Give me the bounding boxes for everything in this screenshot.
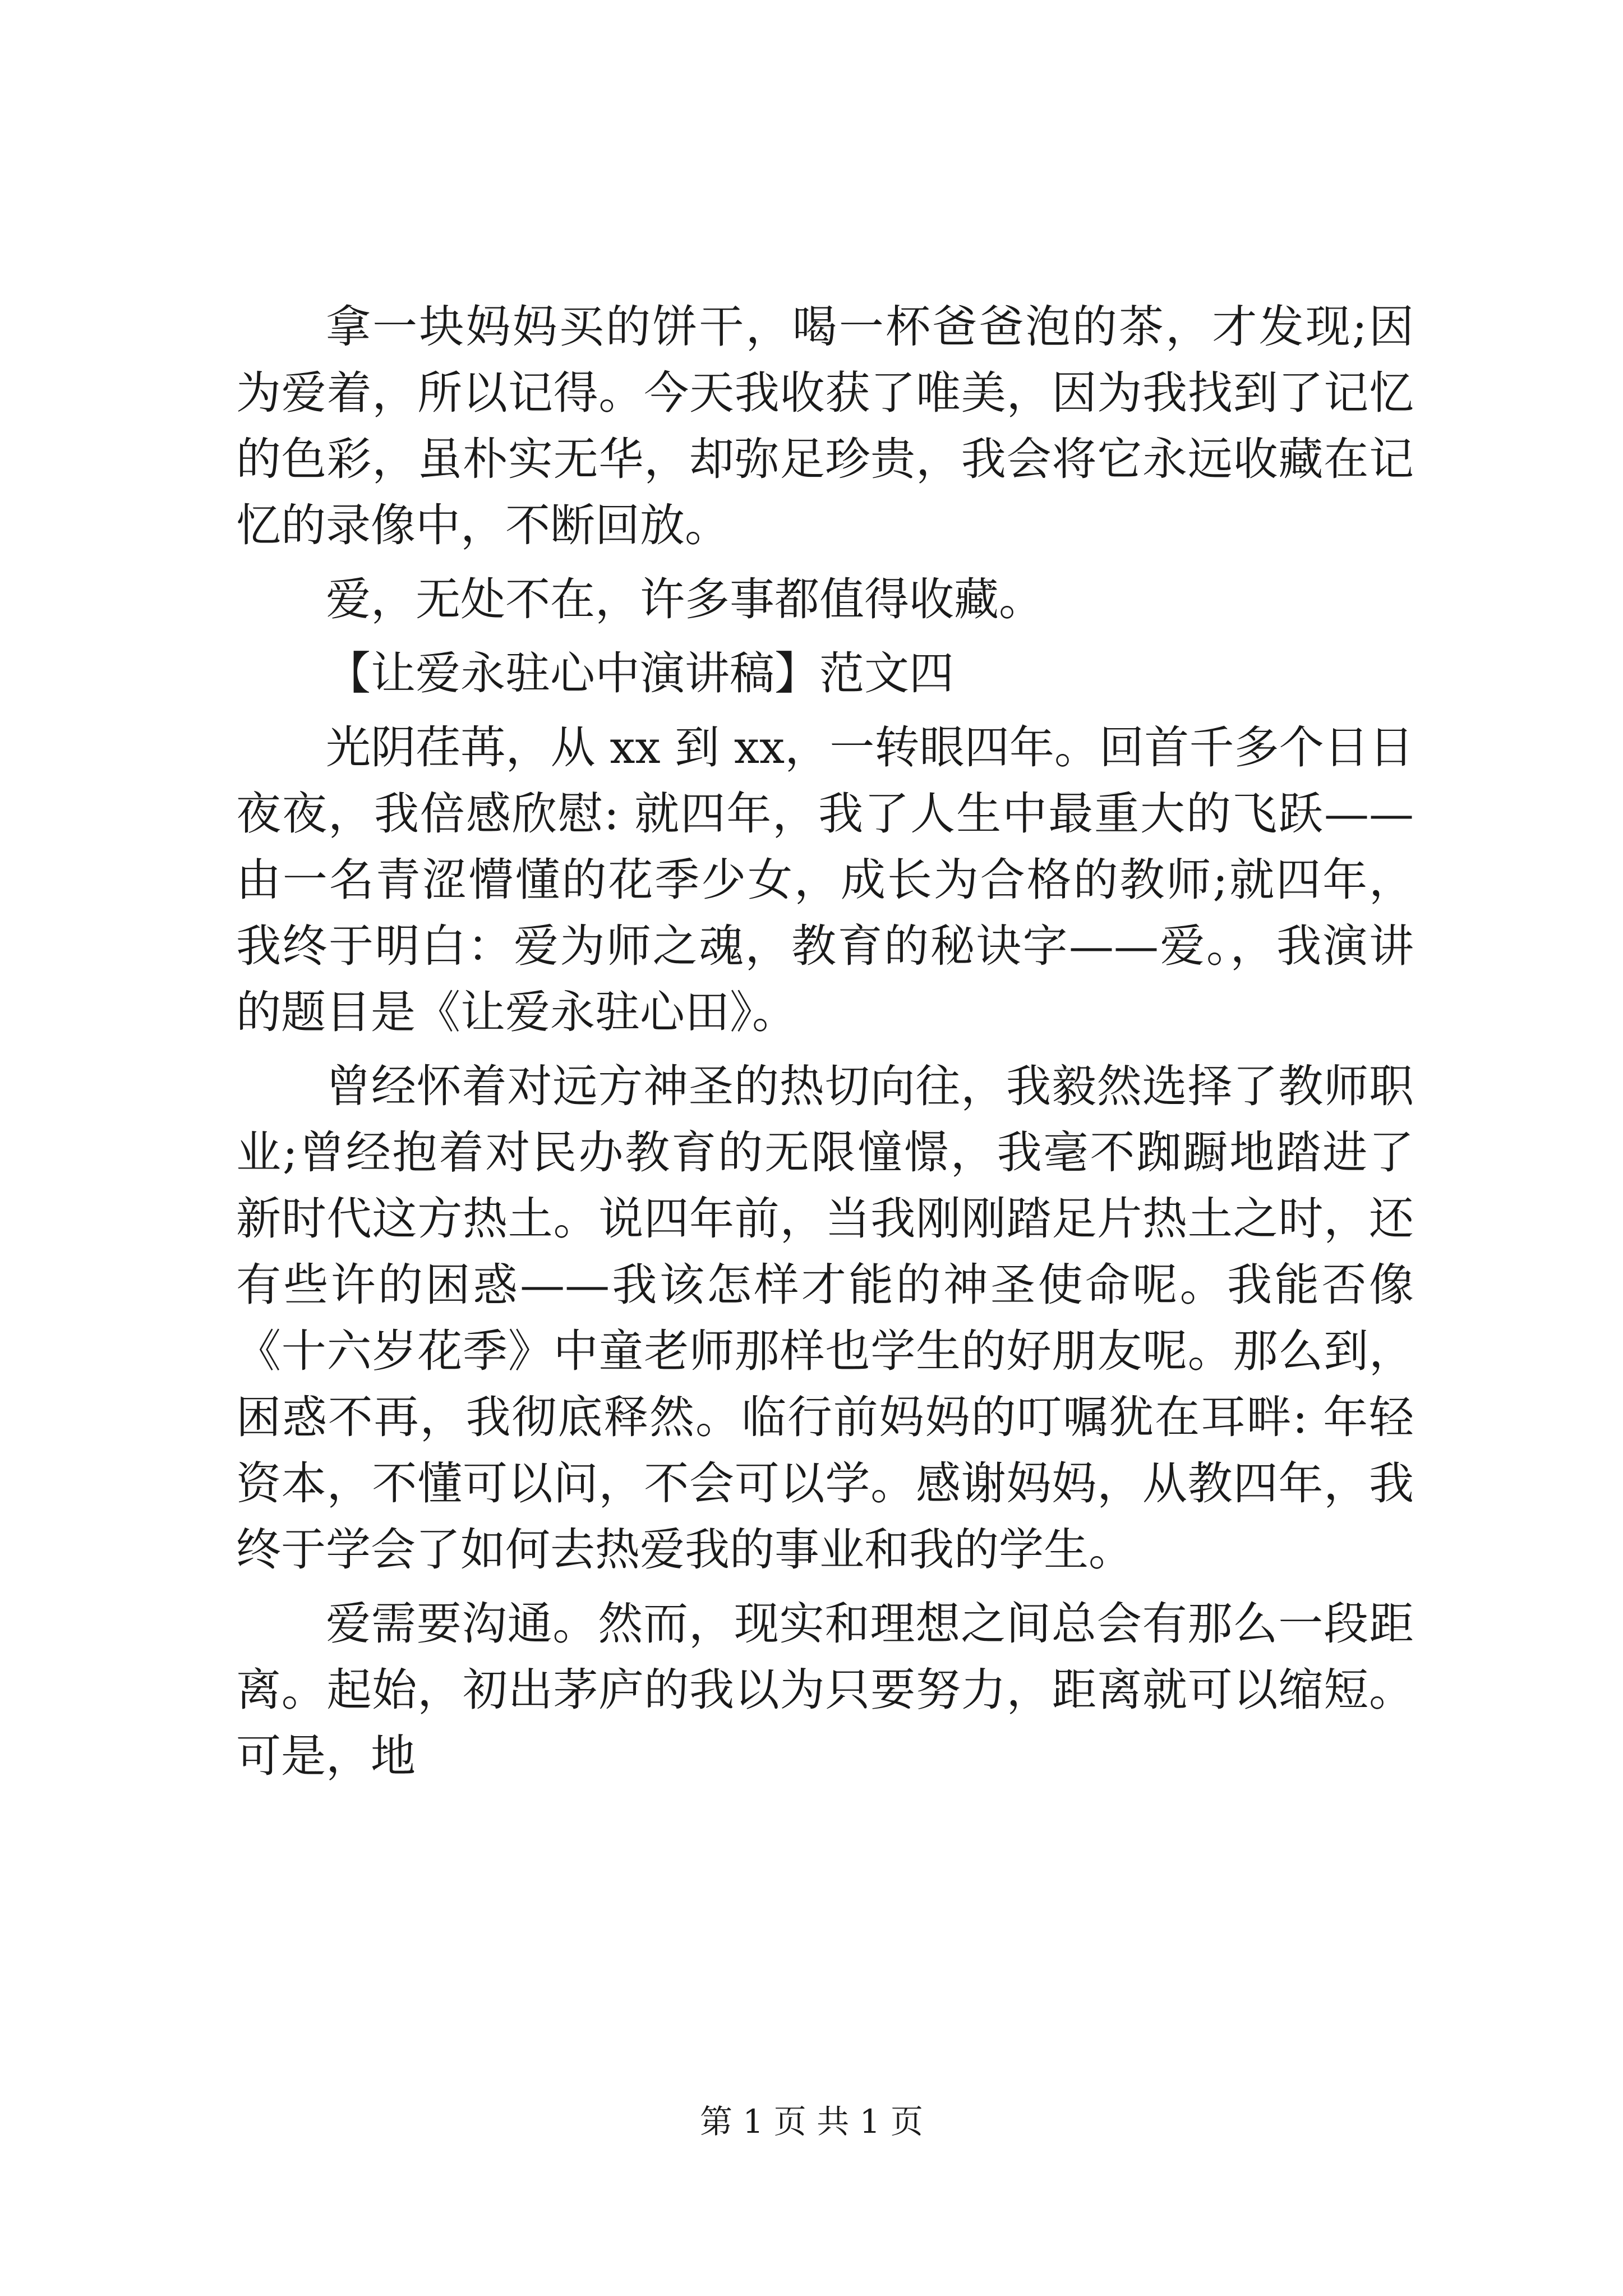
paragraph-3: 光阴荏苒，从 xx 到 xx，一转眼四年。回首千多个日日夜夜，我倍感欣慰: 就四年，我了人生中最重大的飞跃——由一名青涩懵懂的花季少女，成长为合格的教师;就四年，我终于明白：爱为师之魂，教育的秘诀字——爱。，我演讲的题目是《让爱永驻心田》。 [236,721,1414,1038]
paragraph-1: 拿一块妈妈买的饼干，喝一杯爸爸泡的茶，才发现;因为爱着，所以记得。今天我收获了唯美，因为我找到了记忆的色彩，虽朴实无华，却弥足珍贵，我会将它永远收藏在记忆的录像中，不断回放。 [236,301,1414,551]
page-footer: 第 1 页 共 1 页 [700,2102,923,2141]
paragraph-4: 曾经怀着对远方神圣的热切向往，我毅然选择了教师职业;曾经抱着对民办教育的无限憧憬，我毫不踟蹰地踏进了新时代这方热土。说四年前，当我刚刚踏足片热土之时，还有些许的困惑——我该怎样才能的神圣使命呢。我能否像《十六岁花季》中童老师那样也学生的好朋友呢。那么到，困惑不再，我彻底释然。临行前妈妈的叮嘱犹在耳畔: 年轻资本，不懂可以问，不会可以学。感谢妈妈，从教四年，我终于学会了如何去热爱我的事业和我的学生。 [236,1060,1414,1576]
paragraph-5: 爱需要沟通。然而，现实和理想之间总会有那么一段距离。起始，初出茅庐的我以为只要努力，距离就可以缩短。可是，地 [236,1598,1414,1782]
document-body [236,294,1414,1797]
paragraph-2: 爱，无处不在，许多事都值得收藏。 [326,573,1044,625]
section-heading: 【让爱永驻心中演讲稿】范文四 [326,647,954,700]
